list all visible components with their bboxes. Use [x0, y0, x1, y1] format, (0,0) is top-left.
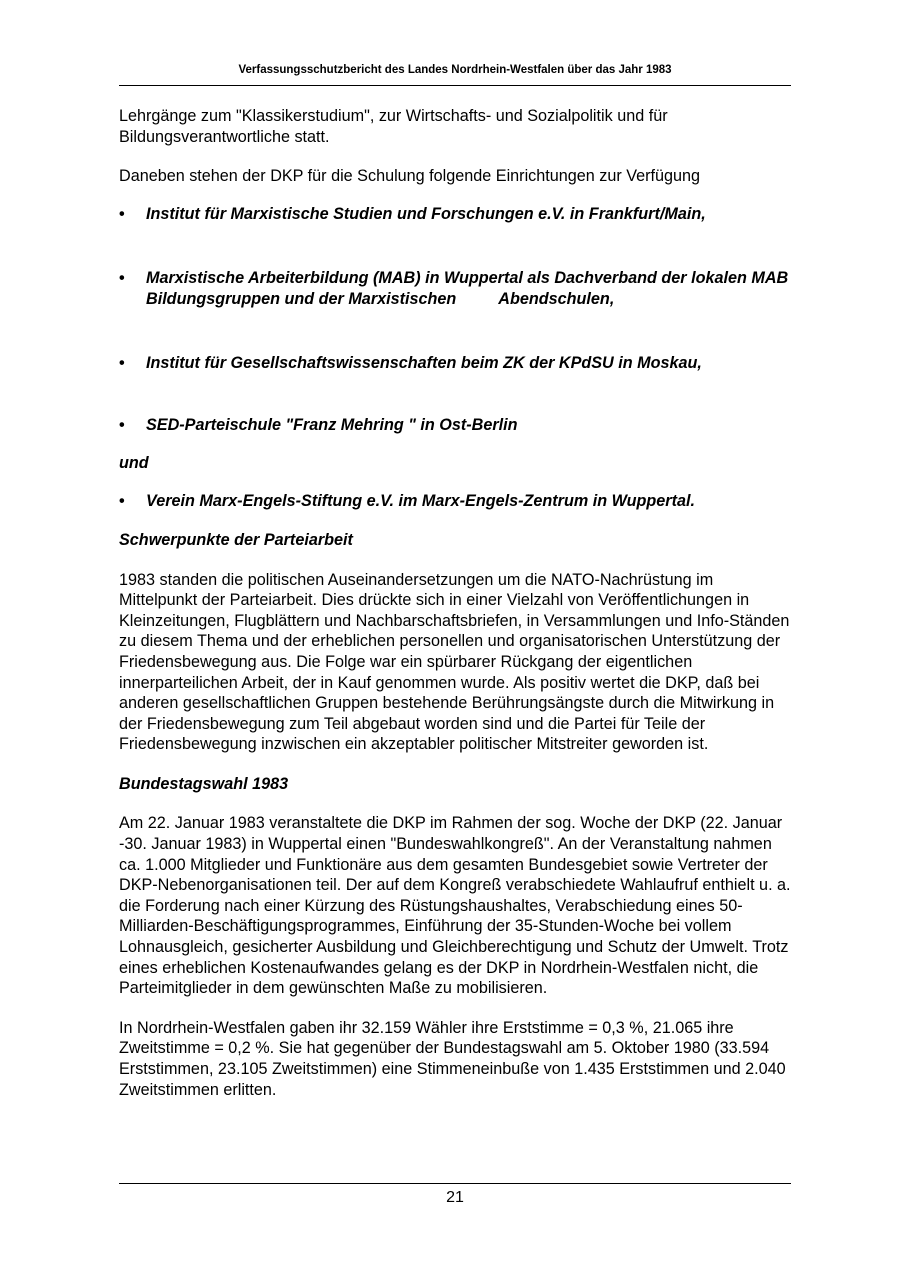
conjunction-label: und: [119, 453, 149, 472]
list-item: [119, 268, 791, 309]
bullet-icon: •: [119, 269, 125, 288]
list-item-text: SED-Parteischule "Franz Mehring " in Ost-Berlin: [146, 416, 518, 435]
intro-paragraph: Lehrgänge zum "Klassikerstudium", zur Wirtschafts- und Sozialpolitik und für Bildungsverantwortliche statt.: [119, 107, 668, 146]
bullet-icon: •: [119, 353, 125, 372]
list-item-text-tail: Abendschulen,: [498, 289, 615, 308]
section-heading-parteiarbeit: Schwerpunkte der Parteiarbeit: [119, 530, 353, 549]
list-item: [119, 204, 791, 225]
header-divider: [119, 85, 791, 86]
page-number: 21: [446, 1189, 464, 1206]
lead-paragraph: Daneben stehen der DKP für die Schulung folgende Einrichtungen zur Verfügung: [119, 167, 701, 186]
footer-divider: [119, 1183, 791, 1184]
paragraph-parteiarbeit: 1983 standen die politischen Auseinandersetzungen um die NATO-Nachrüstung im Mittelpunkt der Parteiarbeit. Dies drückte sich in einer Vielzahl von Veröffentlichungen in Kleinzeitungen, Flugblättern und Nachbarschaftsbriefen, in Versammlungen und Info-Ständen zu diesem Thema und der erheblichen personellen und organisatorischen Unterstützung der Friedensbewegung aus. Die Folge war ein spürbarer Rückgang der eigentlichen innerparteilichen Arbeit, der in Kauf genommen wurde. Als positiv wertet die DKP, daß bei anderen gesellschaftlichen Gruppen bestehende Berührungsängste durch die Mitwirkung in der Friedensbewegung zum Teil abgebaut worden sind und die Partei für Teile der Friedensbewegung inzwischen ein akzeptabler politischer Mitstreiter geworden ist.: [119, 570, 790, 754]
page-body: [119, 106, 791, 1100]
list-item: [119, 491, 791, 512]
list-item-text: Verein Marx-Engels-Stiftung e.V. im Marx-Engels-Zentrum in Wuppertal.: [146, 492, 695, 511]
list-item: [119, 353, 791, 374]
paragraph-wahlergebnis: In Nordrhein-Westfalen gaben ihr 32.159 Wähler ihre Erststimme = 0,3 %, 21.065 ihre Zweitstimme = 0,2 %. Sie hat gegenüber der Bundestagswahl am 5. Oktober 1980 (33.594 Erststimmen, 23.105 Zweitstimmen) eine Stimmeneinbuße von 1.435 Erststimmen und 2.040 Zweitstimmen erlitten.: [119, 1018, 786, 1099]
bullet-icon: •: [119, 492, 125, 511]
list-item-text: Marxistische Arbeiterbildung (MAB) in Wuppertal als Dachverband der lokalen MAB Bildungsgruppen und der Marxistischen: [146, 269, 789, 308]
bullet-icon: •: [119, 204, 125, 223]
list-item: [119, 415, 791, 436]
list-item-text: Institut für Gesellschaftswissenschaften beim ZK der KPdSU in Moskau,: [146, 353, 702, 372]
section-heading-bundestagswahl: Bundestagswahl 1983: [119, 774, 289, 793]
page-header: Verfassungsschutzbericht des Landes Nordrhein-Westfalen über das Jahr 1983: [238, 64, 672, 76]
bullet-icon: •: [119, 416, 125, 435]
list-item-text: Institut für Marxistische Studien und Forschungen e.V. in Frankfurt/Main,: [146, 204, 706, 223]
paragraph-wahlkongress: Am 22. Januar 1983 veranstaltete die DKP im Rahmen der sog. Woche der DKP (22. Januar -30. Januar 1983) in Wuppertal einen "Bundeswahlkongreß". An der Veranstaltung nahmen ca. 1.000 Mitglieder und Funktionäre aus dem gesamten Bundesgebiet sowie Vertreter der DKP-Nebenorganisationen teil. Der auf dem Kongreß verabschiedete Wahlaufruf enthielt u. a. die Forderung nach einer Kürzung des Rüstungshaushaltes, Verabschiedung eines 50-Milliarden-Beschäftigungsprogrammes, Einführung der 35-Stunden-Woche bei vollem Lohnausgleich, gesicherter Ausbildung und Gleichberechtigung und Schutz der Umwelt. Trotz eines erheblichen Kostenaufwandes gelang es der DKP in Nordrhein-Westfalen nicht, die Parteimitglieder in dem gewünschten Maße zu mobilisieren.: [119, 814, 791, 998]
